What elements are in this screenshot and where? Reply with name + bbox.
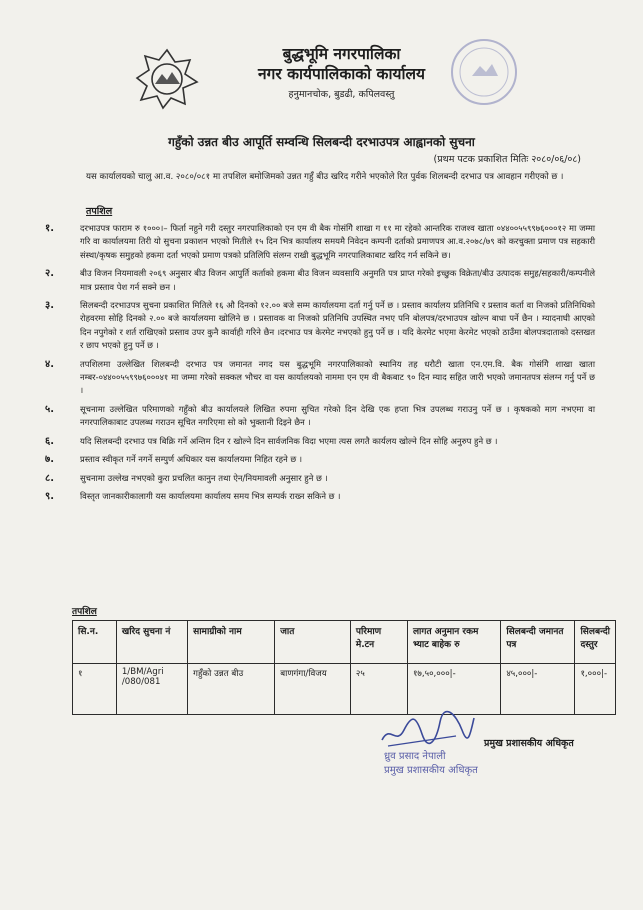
term-text: दरभाउपत्र फाराम रु १०००।– फिर्ता नहुने गरी दस्तुर नगरपालिकाको एन एम वी बैक गोसंगिे शाखा ग ११ मा रहेको आन्तरिक राजश्व खाता ०४४००५५९९७६०००१२ मा जम्मा गरि वा कार्यालयमा तिरी यो सुचना प्रकाशन भएको मितीले १५ दिन भित्र कार्यालय समयमै निवेदन कम्पनी दर्ताको प्रमाणपत्र आ.व.२०७८/७९ को करचुक्ता प्रमाण पत्र सहकारी संस्था/कृषक समुहको हकमा दर्ता भएको प्रमाण पत्रको प्रतिलिपि संलग्न राखी बुद्धभूमि नगरपालिकाबाट खरिद गर्न सकिने छ। (80, 223, 595, 260)
table-heading: तपशिल (72, 607, 97, 617)
term-text: सूचनामा उल्लेखित परिमाणको गहुँको बीउ कार्यालयले लिखित रुपमा सुचित गरेको दिन देखि एक हप्ता भित्र उपलब्ध गराउनु पर्ने छ । कृषकको माग नभएमा वा नगरपालिकाबाट उपलब्ध गराउन सूचित नगरिएमा सो को भुक्तानी दिइने छैन । (80, 403, 595, 428)
table-cell: २५ (350, 664, 407, 715)
intro-paragraph: यस कार्यालयको चालु आ.व. २०८०/०८१ मा तपशिल बमोजिमको उन्नत गहुँ बीउ खरिद गरीने भएकोले रित पुर्वक शिलबन्दी दरभाउ पत्र आवहान गरीएको छ । (86, 172, 564, 182)
procurement-table (72, 620, 616, 715)
term-text: सिलबन्दी दरभाउपत्र सुचना प्रकाशित मितिले १६ औ दिनको १२.०० बजे सम्म कार्यालयमा दर्ता गर्नु पर्ने छ । प्रस्ताव कार्यालय प्रतिनिधि र प्रस्ताव कर्ता वा निजको प्रतिनिधिको रोहवरमा सोहि दिनको २.०० बजे कार्यालयमा खोलिने छ । प्रस्तावक वा निजको प्रतिनिधि उपस्थित नभए पनि बोलपत्र/दरभाउपत्र खोल्न बाधा पर्ने छैन । म्यादनाघी आएको दिन नपुगेको र शर्त राखिएको प्रस्ताव उपर कुनै कार्वाही गरिने छैन ।दरभाउ पत्र केरमेट नभएको हुनु पर्ने छ । यदि केरमेट भएमा केरमेट भएको ठाउँमा बोलपत्रदाताको दस्तखत र छाप भएको हुनु पर्ने छ । (80, 300, 595, 351)
term-number: ९. (45, 490, 54, 502)
table-header-row (73, 621, 616, 664)
table-cell: १,०००|- (575, 664, 616, 715)
term-number: १. (45, 223, 54, 234)
column-header: जात (275, 621, 351, 664)
column-header: सिलबन्दी दस्तुर (575, 621, 616, 664)
column-header: परिमाण मे.टन (350, 621, 407, 664)
name-seal (384, 750, 478, 778)
column-header: सिलबन्दी जमानत पत्र (501, 621, 575, 664)
term-text: प्रस्ताव स्वीकृत गर्ने नगर्ने सम्पुर्ण अधिकार यस कार्यालयमा निहित रहने छ । (80, 454, 303, 465)
column-header: खरिद सुचना नं (116, 621, 187, 664)
term-item (45, 222, 595, 262)
signatory-title: प्रमुख प्रशासकीय अधिकृत (484, 738, 574, 749)
municipality-name: बुद्धभूमि नगरपालिका (282, 45, 401, 63)
term-text: तपशिलमा उल्लेखित शिलबन्दी दरभाउ पत्र जमानत नगद यस बुद्धभूमि नगरपालिकाको स्थानिय तह धरौटी खाता एन.एम.वि. बैक गोसंगिे शाखा खाता नम्बर-०४४००५५९९७६०००४१ मा जम्मा गरेको सक्कल भौचर वा यस कार्यालयको नाममा एन एम वी बैकबाट ९० दिन म्याद सहित जारी भएको जमानतपत्र संलग्न गर्नु पर्ने छ । (80, 358, 595, 396)
term-text: बीउ विजन नियमावली २०६९ अनुसार बीउ विजन आपुर्ति कर्ताको हकमा बीउ विजन व्यवसायि अनुमति पत्र प्राप्त गरेको इच्छुक विक्रेता/बीउ उत्पादक समुह/सहकारी/कम्पनीले मात्र प्रस्ताव पेश गर्न सक्ने छन । (80, 268, 595, 292)
column-header: सामाग्रीको नाम (188, 621, 275, 664)
handwritten-signature (378, 706, 478, 750)
term-number: ५. (45, 403, 54, 415)
term-number: ८. (45, 472, 54, 484)
office-header (0, 44, 643, 100)
term-number: ४. (45, 358, 54, 370)
seal-name: ध्रुव प्रसाद नेपाली (384, 751, 446, 762)
term-item (45, 358, 595, 398)
office-name: नगर कार्यपालिकाको कार्यालय (258, 65, 425, 83)
term-item (45, 435, 595, 448)
column-header: लागत अनुमान रकम भ्याट बाहेक रु (407, 621, 500, 664)
term-text: यदि सिलबन्दी दरभाउ पत्र बिक्रि गर्ने अन्तिम दिन र खोल्ने दिन सार्वजनिक विदा भएमा त्यस लगतै कार्यलय खोल्ने दिन सोहि अनुरुप हुने छ । (80, 435, 498, 446)
publish-date: (प्रथम पटक प्रकाशित मितिः २०८०/०६/०८) (433, 154, 581, 165)
details-heading: तपशिल (86, 206, 113, 217)
term-number: ६. (45, 435, 54, 447)
table-cell: 1/BM/Agri /080/081 (116, 664, 187, 715)
office-address: हनुमानचोक, बुडढी, कपिलवस्तु (288, 89, 395, 100)
term-number: ३. (45, 300, 54, 312)
table-cell: १ (73, 664, 117, 715)
column-header: सि.न. (73, 621, 117, 664)
table-cell: ४५,०००|- (501, 664, 575, 715)
terms-list (45, 222, 595, 508)
term-number: २. (45, 268, 54, 280)
notice-title: गहुँको उन्नत बीउ आपूर्ति सम्वन्धि सिलबन्दी दरभाउपत्र आह्वानको सुचना (168, 135, 475, 149)
term-text: विस्तृत जानकारीकालागी यस कार्यालयमा कार्यालय समय भित्र सम्पर्क राख्न सकिने छ । (80, 490, 341, 501)
term-item (45, 403, 595, 430)
term-item (45, 490, 595, 503)
term-item (45, 472, 595, 485)
seal-title: प्रमुख प्रशासकीय अधिकृत (384, 765, 478, 776)
term-item (45, 453, 595, 466)
table-row (73, 664, 616, 715)
table-cell: १७,५०,०००|- (407, 664, 500, 715)
term-number: ७. (45, 454, 54, 466)
term-item (45, 267, 595, 294)
table-cell: बाणगंगा/विजय (275, 664, 351, 715)
term-item (45, 299, 595, 353)
term-text: सुचनामा उल्लेख नभएको कुरा प्रचलित कानुन तथा ऐन/नियमावली अनुसार हुने छ । (80, 472, 328, 483)
table-cell: गहुँको उन्नत बीउ (188, 664, 275, 715)
